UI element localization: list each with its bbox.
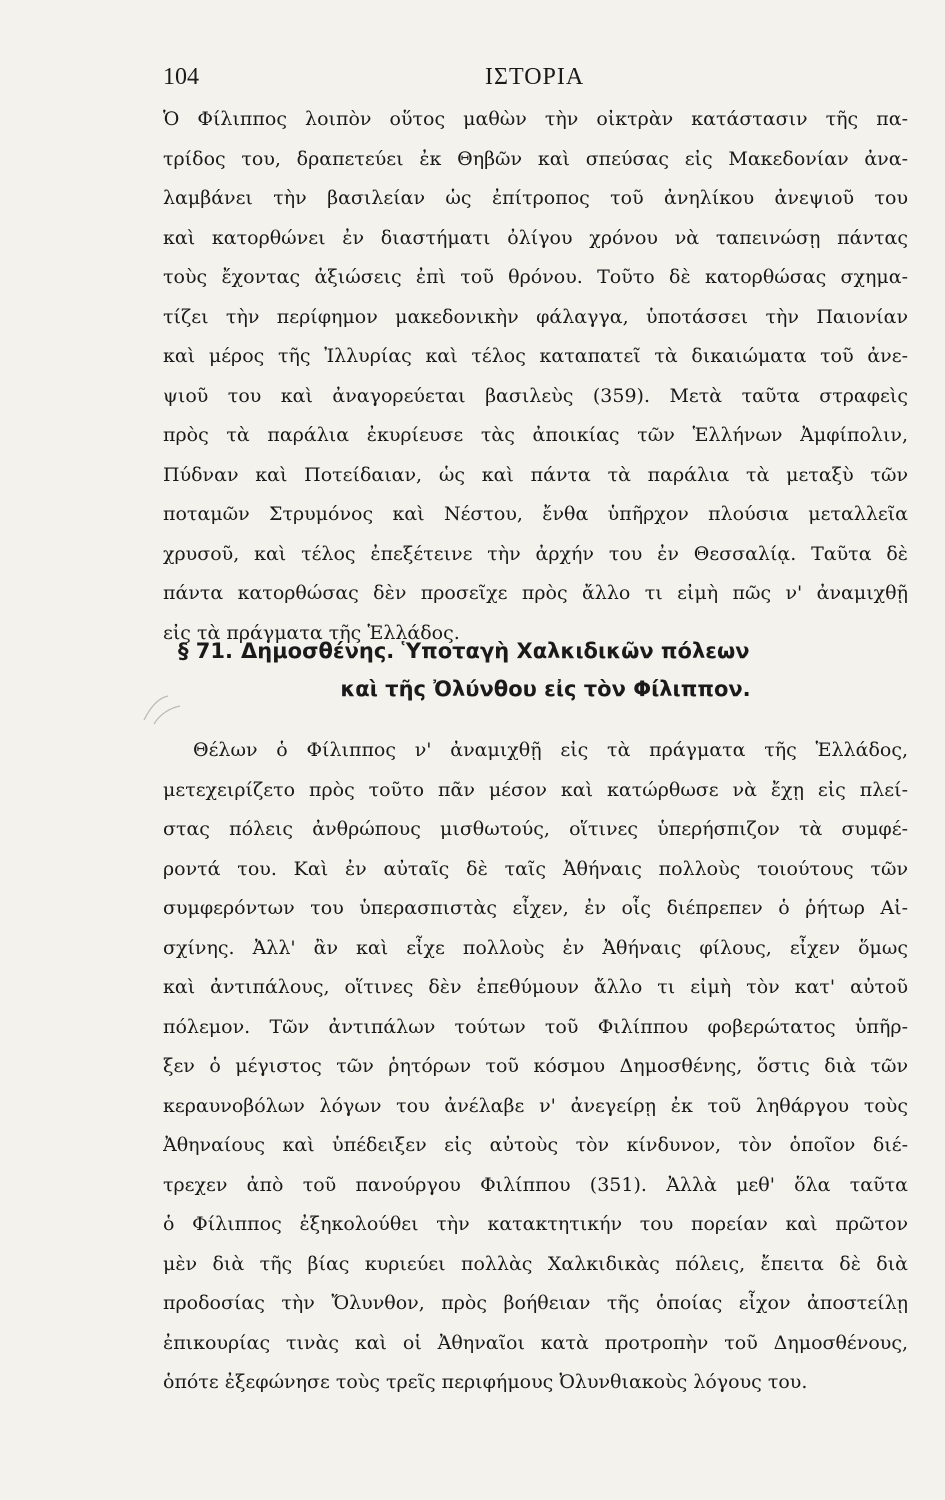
text-line: καὶ ἀντιπάλους, οἵτινες δὲν ἐπεθύμουν ἄλλο τι εἰμὴ τὸν κατ' αὐτοῦ xyxy=(163,976,908,998)
paragraph-2 xyxy=(163,731,908,1403)
running-head: ΙΣΤΟΡΙΑ xyxy=(485,64,585,90)
text-line: συμφερόντων του ὑπερασπιστὰς εἶχεν, ἐν οἷς διέπρεπεν ὁ ῥήτωρ Αἰ- xyxy=(163,897,908,919)
text-line: ἐπικουρίας τινὰς καὶ οἱ Ἀθηναῖοι κατὰ προτροπὴν τοῦ Δημοσθένους, xyxy=(163,1331,908,1354)
text-line: τρίδος του, δραπετεύει ἐκ Θηβῶν καὶ σπεύσας εἰς Μακεδονίαν ἀνα- xyxy=(163,147,908,170)
text-line: καὶ κατορθώνει ἐν διαστήματι ὀλίγου χρόνου νὰ ταπεινώσῃ πάντας xyxy=(163,226,908,249)
text-line: μὲν διὰ τῆς βίας κυριεύει πολλὰς Χαλκιδικὰς πόλεις, ἔπειτα δὲ διὰ xyxy=(163,1252,908,1275)
text-line: Ὁ Φίλιππος λοιπὸν οὕτος μαθὼν τὴν οἰκτρὰν κατάστασιν τῆς πα- xyxy=(163,108,908,130)
text-line: κεραυνοβόλων λόγων του ἀνέλαβε ν' ἀνεγείρῃ ἐκ τοῦ ληθάργου τοὺς xyxy=(163,1094,908,1117)
text-line: ὁπότε ἐξεφώνησε τοὺς τρεῖς περιφήμους Ὀλυνθιακοὺς λόγους του. xyxy=(163,1371,808,1393)
text-line: τρεχεν ἀπὸ τοῦ πανούργου Φιλίππου (351). Ἀλλὰ μεθ' ὅλα ταῦτα xyxy=(163,1173,908,1196)
text-line: ξεν ὁ μέγιστος τῶν ῥητόρων τοῦ κόσμου Δημοσθένης, ὅστις διὰ τῶν xyxy=(163,1055,908,1077)
text-line: τοὺς ἔχοντας ἀξιώσεις ἐπὶ τοῦ θρόνου. Τοῦτο δὲ κατορθώσας σχημα- xyxy=(163,266,908,288)
paragraph-1 xyxy=(163,100,908,653)
text-line: στας πόλεις ἀνθρώπους μισθωτούς, οἵτινες ὑπερήσπιζον τὰ συμφέ- xyxy=(163,818,908,840)
text-line: σχίνης. Ἀλλ' ἂν καὶ εἶχε πολλοὺς ἐν Ἀθήναις φίλους, εἶχεν ὅμως xyxy=(163,936,908,959)
text-line: μετεχειρίζετο πρὸς τοῦτο πᾶν μέσον καὶ κατώρθωσε νὰ ἔχῃ εἰς πλεί- xyxy=(163,778,908,801)
text-line: Ἀθηναίους καὶ ὑπέδειξεν εἰς αὐτοὺς τὸν κίνδυνον, τὸν ὁποῖον διέ- xyxy=(163,1134,908,1156)
section-heading-line-1 xyxy=(178,632,893,670)
text-line: καὶ μέρος τῆς Ἰλλυρίας καὶ τέλος καταπατεῖ τὰ δικαιώματα τοῦ ἀνε- xyxy=(163,345,908,367)
text-line: Πύδναν καὶ Ποτείδαιαν, ὡς καὶ πάντα τὰ παράλια τὰ μεταξὺ τῶν xyxy=(163,463,908,486)
section-heading xyxy=(178,632,893,708)
text-line: πάντα κατορθώσας δὲν προσεῖχε πρὸς ἄλλο τι εἰμὴ πῶς ν' ἀναμιχθῇ xyxy=(163,582,908,604)
text-line: πόλεμον. Τῶν ἀντιπάλων τούτων τοῦ Φιλίππου φοβερώτατος ὑπῆρ- xyxy=(163,1015,908,1038)
text-line: χρυσοῦ, καὶ τέλος ἐπεξέτεινε τὴν ἀρχήν του ἐν Θεσσαλίᾳ. Ταῦτα δὲ xyxy=(163,542,908,565)
text-line: Θέλων ὁ Φίλιππος ν' ἀναμιχθῇ εἰς τὰ πράγματα τῆς Ἑλλάδος, xyxy=(193,739,908,761)
text-line: ποταμῶν Στρυμόνος καὶ Νέστου, ἔνθα ὑπῆρχον πλούσια μεταλλεῖα xyxy=(163,503,908,525)
section-number: § 71. xyxy=(178,639,234,663)
page-number: 104 xyxy=(163,64,199,90)
section-title-part-1: Δημοσθένης. Ὑποταγὴ Χαλκιδικῶν πόλεων xyxy=(241,639,750,663)
text-line: εἰς τὰ πράγματα τῆς Ἑλλάδος. xyxy=(163,621,460,644)
text-line: τίζει τὴν περίφημον μακεδονικὴν φάλαγγα, ὑποτάσσει τὴν Παιονίαν xyxy=(163,305,908,328)
text-line: πρὸς τὰ παράλια ἐκυρίευσε τὰς ἀποικίας τῶν Ἑλλήνων Ἀμφίπολιν, xyxy=(163,424,908,446)
text-line: ροντά του. Καὶ ἐν αὐταῖς δὲ ταῖς Ἀθήναις πολλοὺς τοιούτους τῶν xyxy=(163,857,908,880)
text-line: ὁ Φίλιππος ἐξηκολούθει τὴν κατακτητικήν του πορείαν καὶ πρῶτον xyxy=(163,1213,908,1235)
text-line: ψιοῦ του καὶ ἀναγορεύεται βασιλεὺς (359). Μετὰ ταῦτα στραφεὶς xyxy=(163,384,908,407)
text-line: προδοσίας τὴν Ὄλυνθον, πρὸς βοήθειαν τῆς ὁποίας εἶχον ἀποστείλῃ xyxy=(163,1292,908,1314)
section-title-part-2: καὶ τῆς Ὀλύνθου εἰς τὸν Φίλιππον. xyxy=(340,677,751,701)
page-header xyxy=(163,64,908,104)
text-line: λαμβάνει τὴν βασιλείαν ὡς ἐπίτροπος τοῦ ἀνηλίκου ἀνεψιοῦ του xyxy=(163,187,908,209)
pencil-mark-icon xyxy=(140,690,186,730)
